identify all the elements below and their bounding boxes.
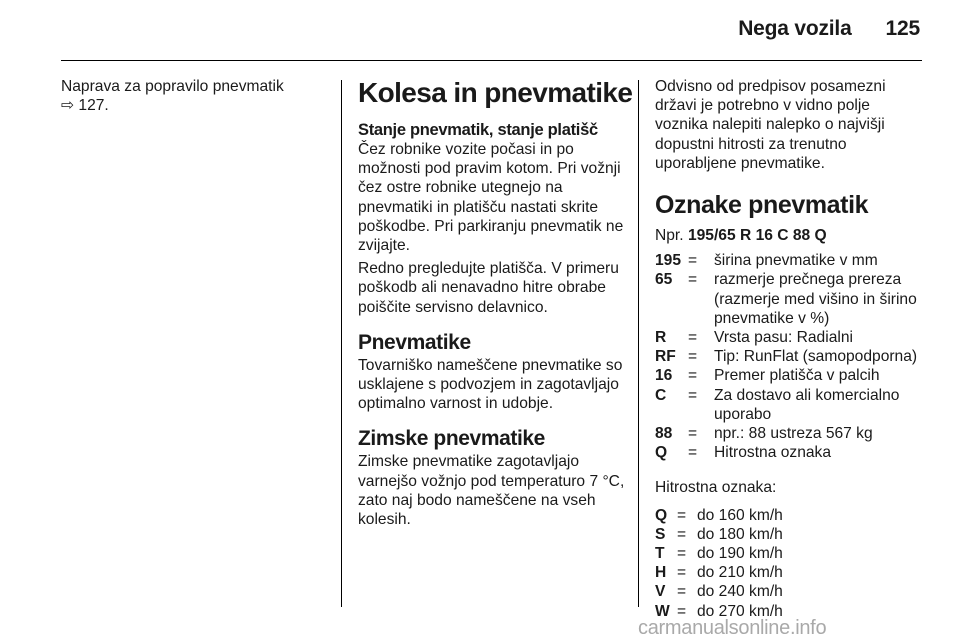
example-prefix: Npr. — [655, 227, 684, 245]
page-header — [738, 17, 920, 41]
paragraph: Odvisno od predpisov posamezni državi je potrebno v vidno polje voznika nalepiti nalepko o najvišji dopustni hitrosti za trenutno uporabljene pnevmatike. — [655, 78, 886, 172]
page-number: 125 — [885, 17, 920, 40]
list-item: 65 = razmerje prečnega prereza (razmerje med višino in širino pnevmatike v %) — [655, 271, 917, 327]
paragraph: Zimske pnevmatike zagotavljajo varnejšo vožnjo pod temperaturo 7 °C, zato naj bodo nameščene na vseh kolesih. — [358, 453, 625, 529]
right-column — [655, 77, 923, 621]
column-divider-right — [638, 80, 639, 607]
middle-column — [358, 77, 633, 529]
note-text: Naprava za popravilo pnevmatik — [61, 78, 284, 95]
winter-tyres-heading: Zimske pnevmatike — [358, 427, 545, 451]
column-divider-left — [341, 80, 342, 607]
paragraph: Redno pregledujte platišča. V primeru poškodb ali nenavadno hitre obrabe poiščite servisno delavnico. — [358, 260, 619, 316]
list-item: 195 = širina pnevmatike v mm — [655, 252, 878, 270]
tyres-heading: Pnevmatike — [358, 330, 471, 354]
subsection-heading: Stanje pnevmatik, stanje platišč — [358, 121, 598, 139]
list-item: 16 = Premer platišča v palcih — [655, 367, 880, 385]
paragraph: Tovarniško nameščene pnevmatike so usklajene s podvozjem in zagotavljajo optimalno varnost in udobje. — [358, 356, 623, 413]
tyre-code-list — [655, 251, 923, 462]
list-item: RF = Tip: RunFlat (samopodporna) — [655, 348, 918, 366]
header-divider — [61, 60, 922, 61]
tyre-markings-heading: Oznake pnevmatik — [655, 191, 869, 220]
list-item: T = do 190 km/h — [655, 545, 783, 563]
paragraph: Čez robnike vozite počasi in po možnosti pod pravim kotom. Pri vožnji čez ostre robnike utegnejo na pnevmatiki in platišču nastati skrite poškodbe. Pri parkiranju pnevmatik ne zvijajte. — [358, 141, 624, 255]
list-item: C = Za dostavo ali komercialno uporabo — [655, 386, 900, 423]
speed-rating-list — [655, 506, 923, 621]
list-item: H = do 210 km/h — [655, 564, 783, 582]
repair-kit-note — [61, 77, 331, 115]
page-reference-link[interactable]: ⇨ 127. — [61, 97, 109, 115]
site-watermark: carmanualsonline.info — [638, 617, 827, 639]
speed-rating-label: Hitrostna oznaka: — [655, 479, 777, 497]
left-column — [61, 77, 331, 115]
list-item: V = do 240 km/h — [655, 583, 783, 601]
list-item: S = do 180 km/h — [655, 525, 783, 543]
example-code-value: 195/65 R 16 C 88 Q — [687, 227, 827, 245]
section-heading: Kolesa in pnevmatike — [358, 77, 633, 108]
list-item: W = do 270 km/h — [655, 602, 783, 620]
example-code — [655, 226, 923, 245]
section-title: Nega vozila — [738, 17, 852, 40]
list-item: 88 = npr.: 88 ustreza 567 kg — [655, 425, 873, 443]
list-item: Q = do 160 km/h — [655, 506, 783, 524]
list-item: R = Vrsta pasu: Radialni — [655, 329, 853, 347]
list-item: Q = Hitrostna oznaka — [655, 444, 832, 462]
